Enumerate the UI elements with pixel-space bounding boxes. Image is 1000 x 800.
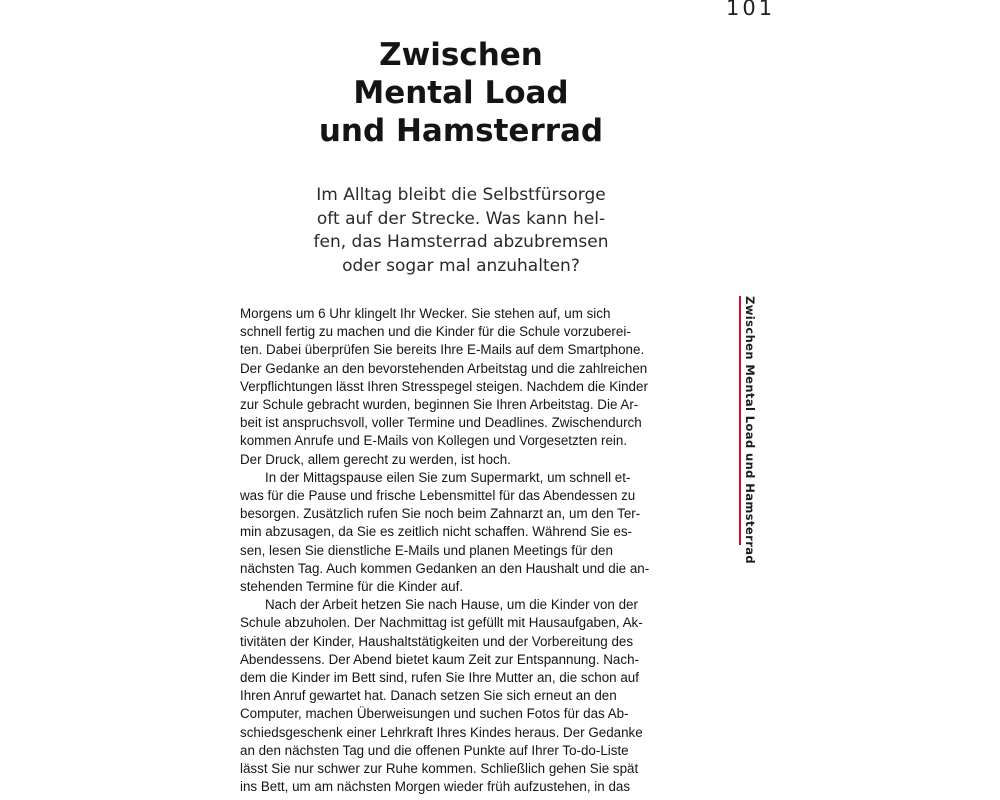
body-line: stehenden Termine für die Kinder auf. — [240, 579, 464, 595]
lead-line: Im Alltag bleibt die Selbstfürsorge — [316, 185, 606, 205]
body-line: Ihren Anruf gewartet hat. Danach setzen Sie sich erneut an den — [240, 688, 617, 704]
lead-line: oft auf der Strecke. Was kann hel- — [316, 208, 606, 229]
body-line: Schule abzuholen. Der Nachmittag ist gefüllt mit Hausaufgaben, Ak- — [240, 615, 643, 631]
chapter-title-line: Mental Load — [353, 75, 569, 111]
chapter-title-line: Zwischen — [379, 37, 543, 73]
body-line: Abendessens. Der Abend bietet kaum Zeit zur Entspannung. Nach- — [240, 651, 639, 667]
body-line: was für die Pause und frische Lebensmittel für das Abendessen zu — [240, 488, 636, 504]
body-line: Verpflichtungen lässt Ihren Stresspegel steigen. Nachdem die Kinder — [240, 378, 648, 394]
body-line: nächsten Tag. Auch kommen Gedanken an den Haushalt und die an- — [240, 560, 650, 576]
body-line: beit ist anspruchsvoll, voller Termine und Deadlines. Zwischendurch — [240, 415, 642, 431]
body-line: Computer, machen Überweisungen und suchen Fotos für das Ab- — [240, 706, 629, 722]
body-line: Der Druck, allem gerecht zu werden, ist hoch. — [240, 451, 511, 467]
body-line: min abzusagen, da Sie es zeitlich nicht schaffen. Während Sie es- — [240, 524, 633, 540]
body-line: In der Mittagspause eilen Sie zum Supermarkt, um schnell et- — [265, 469, 631, 485]
page-number: 101 — [726, 0, 776, 20]
lead-paragraph — [300, 184, 622, 278]
chapter-title-line: und Hamsterrad — [318, 113, 604, 149]
body-line: Nach der Arbeit hetzen Sie nach Hause, um die Kinder von der — [265, 597, 638, 613]
body-text — [240, 305, 690, 796]
lead-line: fen, das Hamsterrad abzubremsen — [313, 232, 609, 252]
chapter-title — [260, 36, 662, 150]
body-line: schiedsgeschenk einer Lehrkraft Ihres Kindes heraus. Der Gedanke — [240, 724, 643, 740]
body-line: lässt Sie nur schwer zur Ruhe kommen. Schließlich gehen Sie spät — [240, 761, 639, 777]
running-head: Zwischen Mental Load und Hamsterrad — [739, 296, 757, 545]
lead-line: oder sogar mal anzuhalten? — [342, 255, 580, 276]
body-line: ins Bett, um am nächsten Morgen wieder früh aufzustehen, in das — [240, 779, 631, 795]
body-line: sen, lesen Sie dienstliche E-Mails und planen Meetings für den — [240, 542, 613, 558]
body-line: zur Schule gebracht wurden, beginnen Sie Ihren Arbeitstag. Die Ar- — [240, 397, 639, 413]
body-line: tivitäten der Kinder, Haushaltstätigkeiten und der Vorbereitung des — [240, 633, 634, 649]
body-line: schnell fertig zu machen und die Kinder für die Schule vorzuberei- — [240, 324, 631, 340]
body-line: kommen Anrufe und E-Mails von Kollegen und Vorgesetzten rein. — [240, 433, 628, 449]
body-line: an den nächsten Tag und die offenen Punkte auf Ihrer To-do-Liste — [240, 742, 629, 758]
body-line: besorgen. Zusätzlich rufen Sie noch beim Zahnarzt an, um den Ter- — [240, 506, 641, 522]
body-line: dem die Kinder im Bett sind, rufen Sie Ihre Mutter an, die schon auf — [240, 670, 639, 686]
body-line: Morgens um 6 Uhr klingelt Ihr Wecker. Sie stehen auf, um sich — [240, 306, 611, 321]
body-line: Der Gedanke an den bevorstehenden Arbeitstag und die zahlreichen — [240, 360, 648, 376]
body-line: ten. Dabei überprüfen Sie bereits Ihre E-Mails auf dem Smartphone. — [240, 342, 645, 358]
